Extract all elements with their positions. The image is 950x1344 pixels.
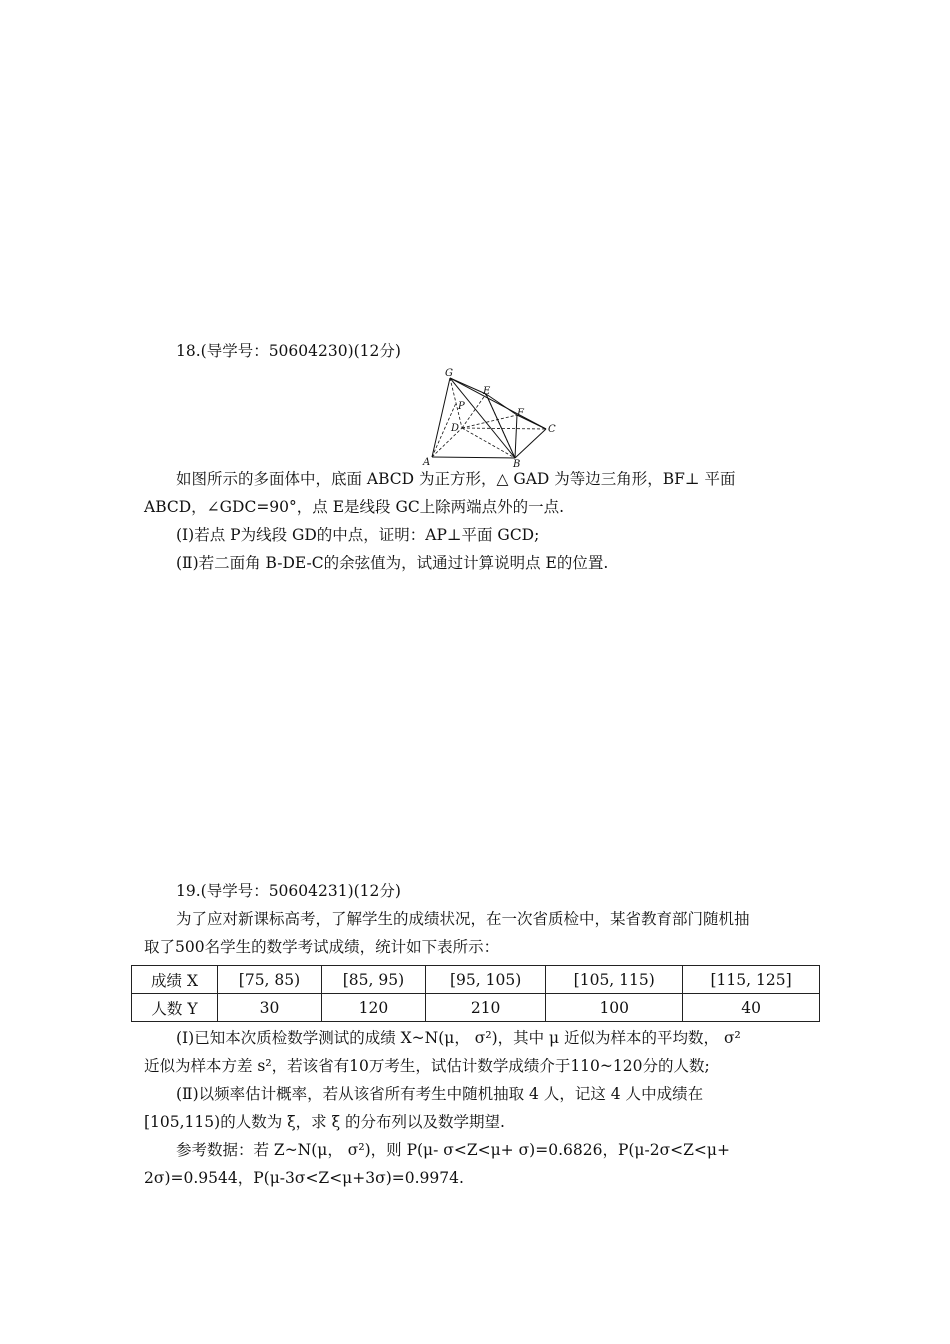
table-cell: [95, 105) [425,966,545,994]
table-cell: [105, 115) [546,966,683,994]
edge-FB [515,415,517,458]
table-cell: 100 [546,994,683,1022]
label-A: A [423,457,431,468]
label-P: P [458,401,465,412]
q19-part1-line2: 近似为样本方差 s²，若该省有10万考生，试估计数学成绩介于110~120分的人数; [144,1057,710,1075]
label-B: B [513,459,521,468]
score-table [131,965,820,1022]
edge-DC [462,428,546,429]
table-cell: [115, 125] [683,966,820,994]
q19-intro-line1: 为了应对新课标高考，了解学生的成绩状况，在一次省质检中，某省教育部门随机抽 [176,910,750,928]
table-row-score [132,966,820,994]
q18-part2: (Ⅱ)若二面角 B-DE-C的余弦值为，试通过计算说明点 E的位置. [176,554,609,572]
q18-part1: (Ⅰ)若点 P为线段 GD的中点，证明：AP⊥平面 GCD; [176,526,540,544]
table-head-score: 成绩 X [132,966,218,994]
label-D: D [451,423,460,434]
label-C: C [548,424,556,435]
q19-header: 19.(导学号：50604231)(12分) [176,882,401,900]
table-cell: [85, 95) [321,966,425,994]
table-head-count: 人数 Y [132,994,218,1022]
q18-header: 18.(导学号：50604230)(12分) [176,342,401,360]
edge-DB [462,428,515,458]
polyhedron-figure [418,366,563,468]
table-cell: 210 [425,994,545,1022]
q19-part2-line2: [105,115)的人数为 ξ，求 ξ 的分布列以及数学期望. [144,1113,505,1131]
table-cell: 30 [218,994,322,1022]
q19-ref-line2: 2σ)=0.9544，P(μ-3σ<Z<μ+3σ)=0.9974. [144,1169,464,1187]
table-cell: 120 [321,994,425,1022]
q19-ref-line1: 参考数据：若 Z~N(μ， σ²)，则 P(μ- σ<Z<μ+ σ)=0.6826，P(μ-2σ<Z<μ+ [176,1141,730,1159]
edge-BC [515,429,546,458]
label-E: E [483,386,491,397]
edge-AB [432,457,515,458]
table-cell: [75, 85) [218,966,322,994]
label-F: F [517,408,524,419]
q18-intro-line1: 如图所示的多面体中，底面 ABCD 为正方形，△ GAD 为等边三角形，BF⊥ 平面 [176,470,736,488]
table-row-count [132,994,820,1022]
table-cell: 40 [683,994,820,1022]
q19-intro-line2: 取了500名学生的数学考试成绩，统计如下表所示： [144,938,500,956]
edge-GA [432,378,450,457]
q18-intro-line2: ABCD，∠GDC=90°，点 E是线段 GC上除两端点外的一点. [144,498,565,516]
label-G: G [445,368,453,379]
q19-part2-line1: (Ⅱ)以频率估计概率，若从该省所有考生中随机抽取 4 人，记这 4 人中成绩在 [176,1085,704,1103]
q19-part1-line1: (Ⅰ)已知本次质检数学测试的成绩 X~N(μ， σ²)，其中 μ 近似为样本的平均数， σ² [176,1029,741,1047]
